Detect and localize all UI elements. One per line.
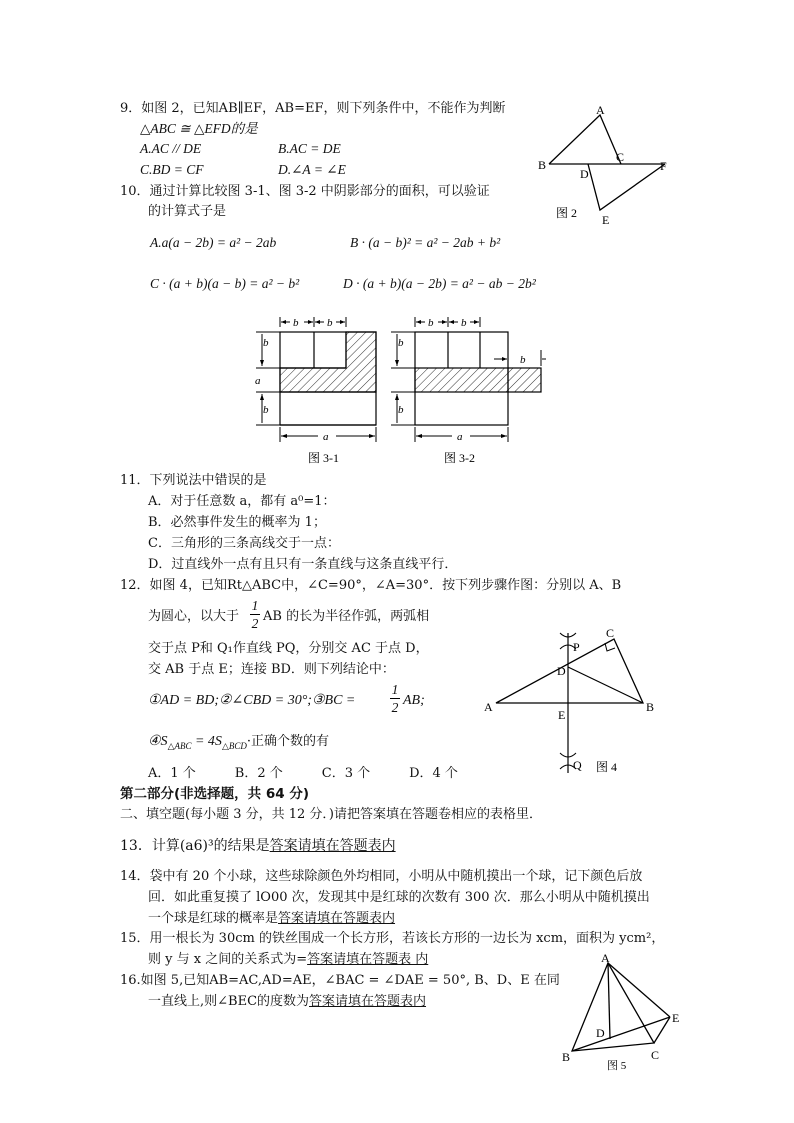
q16-answer-blank: 答案请填在答题表内 <box>309 994 427 1009</box>
fig2-label-f: F <box>660 159 667 173</box>
fig4-caption: 图 4 <box>596 760 618 774</box>
q12-frac-numerator: 1 <box>251 598 259 613</box>
q10-option-d: D · (a + b)(a − 2b) = a² − ab − 2b² <box>343 276 536 291</box>
figure-5 <box>560 953 690 1075</box>
q10-option-a: A.a(a − 2b) = a² − 2ab <box>150 235 277 250</box>
fig4-label-a: A <box>484 700 493 714</box>
fig31-label-b-left1: b <box>263 337 269 349</box>
fig32-label-b-right: b <box>520 354 526 366</box>
fig4-label-p: P <box>573 640 580 654</box>
fig5-caption: 图 5 <box>607 1060 627 1072</box>
q12-c3-tail: AB; <box>403 693 425 708</box>
fig2-label-b: B <box>538 158 547 172</box>
figure-2 <box>530 100 680 230</box>
q12-conclusion-4: $④S_{\triangle ABC} = 4S_{\triangle BCD}\cdot$正确个数的有 <box>148 734 329 751</box>
q11-option-c: C．三角形的三条高线交于一点： <box>148 536 340 551</box>
figure-4 <box>480 625 660 785</box>
q12-stem-line3: 交于点 P和 Q₁作直线 PQ，分别交 AC 于点 D， <box>148 641 429 656</box>
figure-3-2 <box>382 312 547 470</box>
q14-line1: 14．袋中有 20 个小球，这些球除颜色外均相同，小明从中随机摸出一个球，记下颜色后放 <box>120 869 643 884</box>
fig32-label-b-left2: b <box>398 404 404 416</box>
q12-stem-line1: 12．如图 4，已知Rt△ABC中，∠C=90°，∠A=30°．按下列步骤作图：分别以 A、B <box>120 578 622 593</box>
q11-option-a: A．对于任意数 a，都有 a⁰=1： <box>148 494 336 509</box>
q10-stem-line2: 的计算式子是 <box>148 204 227 219</box>
q14-line2: 回．如此重复摸了 lO00 次，发现其中是红球的次数有 300 次．那么小明从中随机摸出 <box>148 890 650 905</box>
fig31-label-b-top1: b <box>293 317 299 329</box>
fig31-label-a-bottom: a <box>323 431 329 443</box>
q9-stem-line1: 9．如图 2，已知AB∥EF，AB=EF，则下列条件中，不能作为判断 <box>120 101 506 116</box>
q16-line1: 16.如图 5,已知AB=AC,AD=AE，∠BAC = ∠DAE = 50°, B、D、E 在同 <box>120 973 560 988</box>
q14-answer-blank: 答案请填在答题表内 <box>278 911 396 926</box>
fig2-label-e: E <box>602 213 610 227</box>
fig4-label-c: C <box>606 626 615 640</box>
q12-c3-numerator: 1 <box>391 682 399 697</box>
q9-stem-line2: △ABC ≅ △EFD的是 <box>140 121 258 136</box>
figure-3-1 <box>250 312 380 470</box>
q11-stem: 11．下列说法中错误的是 <box>120 473 267 488</box>
q15-answer-blank: 答案请填在答题表 内 <box>307 952 429 967</box>
q16-line2: 一直线上,则∠BEC的度数为答案请填在答题表内 <box>148 994 427 1009</box>
q9-option-c: C.BD = CF <box>140 162 204 177</box>
part2-subtitle: 二、填空题(每小题 3 分，共 12 分．)请把答案填在答题卷相应的表格里． <box>120 807 542 822</box>
q12-stem-line4: 交 AB 于点 E；连接 BD．则下列结论中： <box>148 662 395 677</box>
fig32-label-b-left1: b <box>398 337 404 349</box>
q12-conclusions-1-3: ①AD = BD;②∠CBD = 30°;③BC = <box>148 693 356 708</box>
q15-line2: 则 y 与 x 之间的关系式为=答案请填在答题表 内 <box>148 952 429 967</box>
q10-stem-line1: 10．通过计算比较图 3-1、图 3-2 中阴影部分的面积，可以验证 <box>120 184 490 199</box>
fig31-label-b-top2: b <box>327 317 333 329</box>
fig5-label-d: D <box>596 1026 605 1040</box>
q12-stem-line2b: AB 的长为半径作弧，两弧相 <box>263 609 430 624</box>
fig4-label-e: E <box>558 708 566 722</box>
fig32-label-a-bottom: a <box>457 431 463 443</box>
fig5-label-a: A <box>601 951 610 965</box>
q10-option-c: C · (a + b)(a − b) = a² − b² <box>150 276 300 291</box>
fig4-label-q: Q <box>573 758 582 772</box>
fig32-label-b-top1: b <box>428 317 434 329</box>
q15-line1: 15．用一根长为 30cm 的铁丝围成一个长方形，若该长方形的一边长为 xcm，面积为 ycm²， <box>120 931 665 946</box>
fig2-label-d: D <box>580 167 589 181</box>
fig5-label-e: E <box>672 1011 680 1025</box>
q11-option-d: D．过直线外一点有且只有一条直线与这条直线平行． <box>148 557 458 572</box>
q14-line3: 一个球是红球的概率是答案请填在答题表内 <box>148 911 396 926</box>
q13-line: 13．计算(a6)³的结果是答案请填在答题表内 <box>120 838 396 854</box>
fig2-caption: 图 2 <box>556 206 578 220</box>
q12-c3-denominator: 2 <box>391 700 399 715</box>
q13-answer-blank: 答案请填在答题表内 <box>269 838 396 854</box>
fig5-label-c: C <box>651 1048 660 1062</box>
q12-options: A．1 个 B．2 个 C．3 个 D．4 个 <box>148 766 458 781</box>
fig4-label-d: D <box>557 664 566 678</box>
fig32-caption: 图 3-2 <box>444 451 475 465</box>
fig2-label-a: A <box>596 103 605 117</box>
q9-option-d: D.∠A = ∠E <box>278 162 346 177</box>
q11-option-b: B．必然事件发生的概率为 1； <box>148 515 326 530</box>
q9-option-b: B.AC = DE <box>278 141 341 156</box>
q12-frac-denominator: 2 <box>251 616 259 631</box>
part2-title: 第二部分(非选择题，共 64 分) <box>120 786 310 802</box>
q9-option-a: A.AC // DE <box>140 141 202 156</box>
fig4-label-b: B <box>646 700 655 714</box>
fig2-label-c: C <box>616 150 625 164</box>
q10-option-b: B · (a − b)² = a² − 2ab + b² <box>350 235 501 250</box>
fig31-label-b-left2: b <box>263 404 269 416</box>
fig31-caption: 图 3-1 <box>308 451 339 465</box>
fig31-label-a-left: a <box>255 375 261 387</box>
fig32-label-b-top2: b <box>461 317 467 329</box>
q12-stem-line2a: 为圆心，以大于 <box>148 609 240 624</box>
fig5-label-b: B <box>562 1050 571 1064</box>
